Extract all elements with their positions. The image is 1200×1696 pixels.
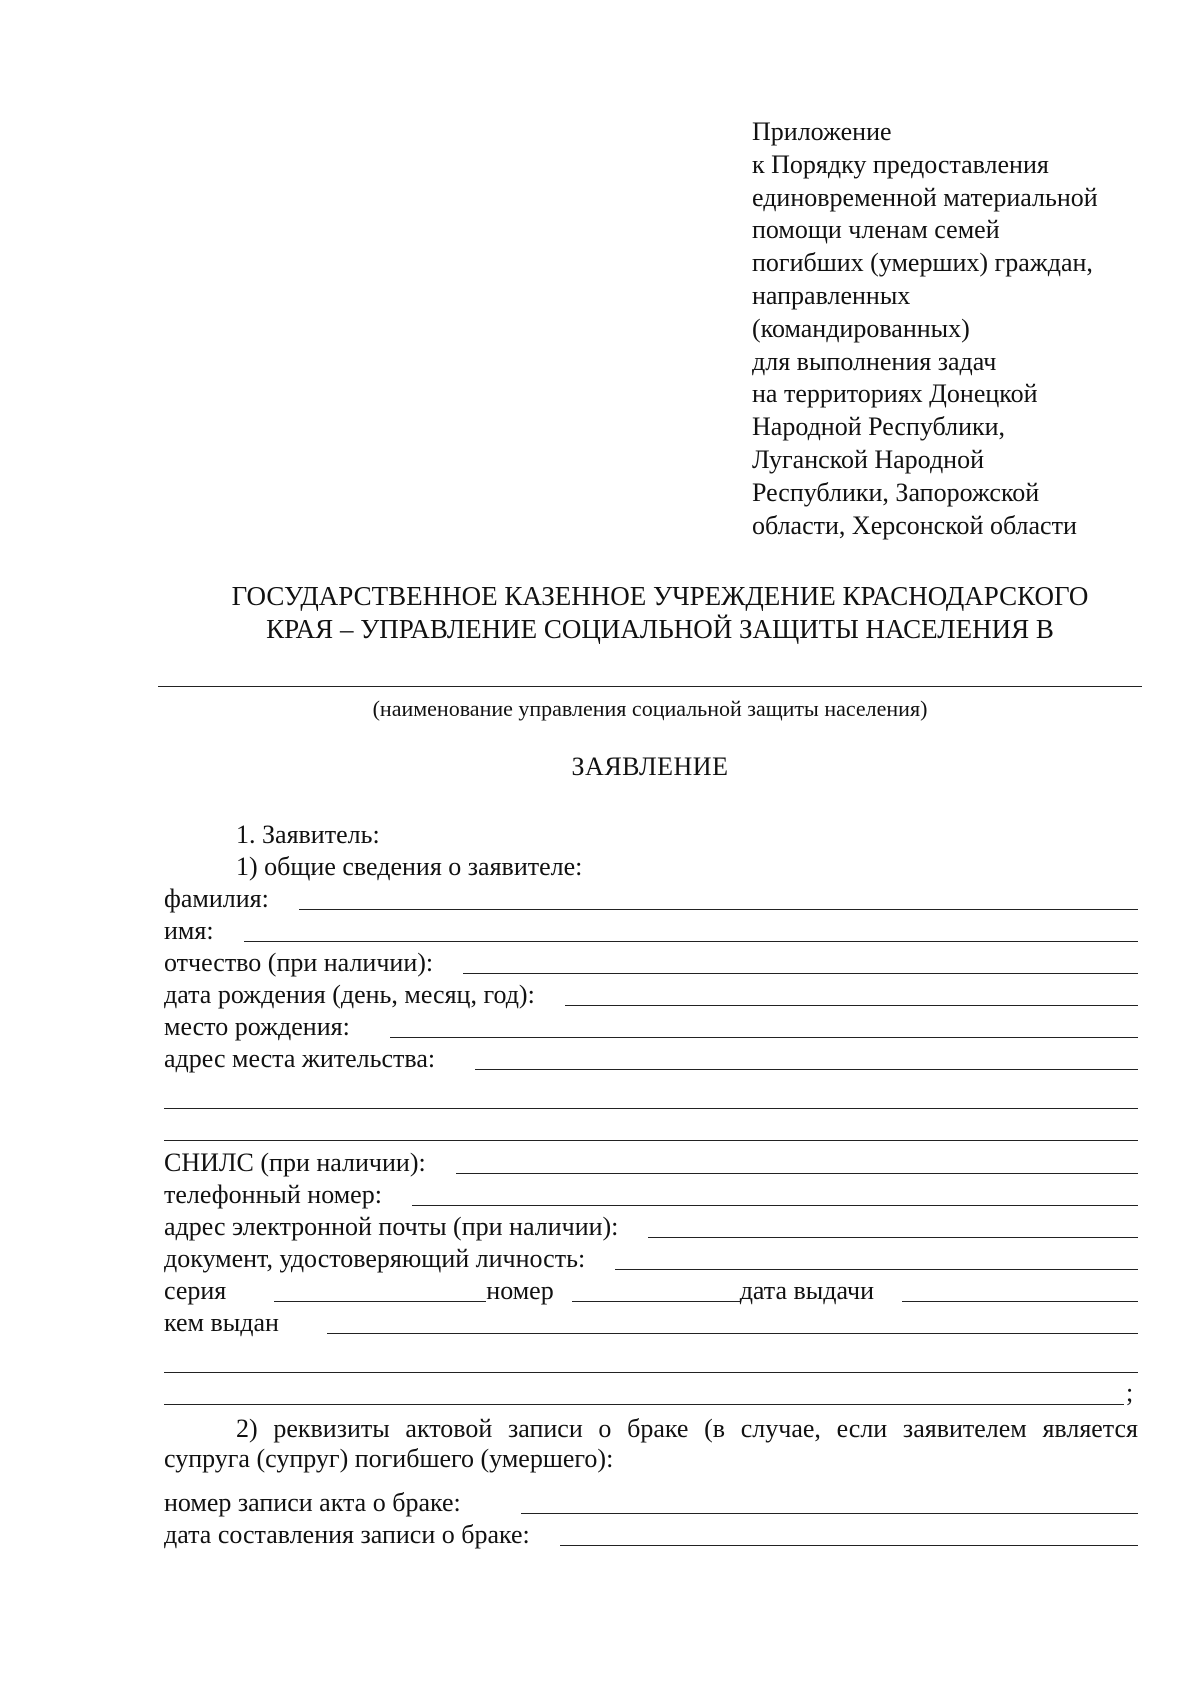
section-general-info-heading: 1) общие сведения о заявителе: xyxy=(236,852,583,881)
marriage-record-date-label: дата составления записи о браке: xyxy=(164,1520,530,1549)
snils-row xyxy=(164,1146,1138,1178)
appendix-line: Луганской Народной xyxy=(752,444,984,474)
issued-by-row xyxy=(164,1306,1138,1338)
address-field-line-2[interactable] xyxy=(164,1108,1138,1109)
surname-label: фамилия: xyxy=(164,884,269,913)
appendix-line: Республики, Запорожской xyxy=(752,477,1040,507)
organization-name-caption: (наименование управления социальной защиты населения) xyxy=(372,696,928,721)
birth-place-field[interactable] xyxy=(390,1011,1138,1038)
address-field-line-3[interactable] xyxy=(164,1140,1138,1141)
patronymic-row xyxy=(164,946,1138,978)
birth-place-label: место рождения: xyxy=(164,1012,350,1041)
series-field[interactable] xyxy=(274,1275,486,1302)
phone-label: телефонный номер: xyxy=(164,1180,382,1209)
issued-by-field-line-2[interactable] xyxy=(164,1372,1138,1373)
number-label: номер xyxy=(486,1276,554,1305)
organization-name-field[interactable] xyxy=(158,686,1142,687)
organization-header xyxy=(0,580,1200,646)
appendix-line: на территориях Донецкой xyxy=(752,379,1038,409)
name-row xyxy=(164,914,1138,946)
appendix-line: погибших (умерших) граждан, xyxy=(752,248,1093,278)
appendix-line: помощи членам семей xyxy=(752,215,1000,245)
name-field[interactable] xyxy=(244,915,1138,942)
appendix-line: (командированных) xyxy=(752,313,970,343)
id-document-field[interactable] xyxy=(615,1243,1138,1270)
marriage-record-number-field[interactable] xyxy=(521,1487,1138,1514)
series-label: серия xyxy=(164,1276,227,1305)
issued-by-field[interactable] xyxy=(327,1307,1138,1334)
issue-date-field[interactable] xyxy=(902,1275,1138,1302)
appendix-note xyxy=(752,116,1098,542)
address-row xyxy=(164,1042,1138,1074)
appendix-line: для выполнения задач xyxy=(752,346,997,376)
issued-by-label: кем выдан xyxy=(164,1308,279,1337)
marriage-record-date-field[interactable] xyxy=(560,1519,1138,1546)
section-applicant-heading: 1. Заявитель: xyxy=(236,820,380,849)
document-title: ЗАЯВЛЕНИЕ xyxy=(571,752,729,781)
patronymic-field[interactable] xyxy=(463,947,1138,974)
surname-row xyxy=(164,882,1138,914)
surname-field[interactable] xyxy=(299,883,1138,910)
passport-row xyxy=(164,1274,1138,1306)
address-field[interactable] xyxy=(475,1043,1138,1070)
appendix-line: единовременной материальной xyxy=(752,182,1098,212)
id-document-label: документ, удостоверяющий личность: xyxy=(164,1244,586,1273)
issue-date-label: дата выдачи xyxy=(739,1276,874,1305)
snils-label: СНИЛС (при наличии): xyxy=(164,1148,426,1177)
patronymic-label: отчество (при наличии): xyxy=(164,948,434,977)
marriage-record-heading: 2) реквизиты актовой записи о браке (в случае, если заявителем является супруга (супруг) погибшего (умершего): xyxy=(164,1414,1138,1473)
id-document-row xyxy=(164,1242,1138,1274)
birth-date-row xyxy=(164,978,1138,1010)
birth-place-row xyxy=(164,1010,1138,1042)
organization-line-1: ГОСУДАРСТВЕННОЕ КАЗЕННОЕ УЧРЕЖДЕНИЕ КРАСНОДАРСКОГО xyxy=(231,581,1089,611)
phone-row xyxy=(164,1178,1138,1210)
appendix-line: области, Херсонской области xyxy=(752,510,1077,540)
appendix-line: к Порядку предоставления xyxy=(752,149,1049,179)
appendix-line: Народной Республики, xyxy=(752,412,1006,442)
appendix-line: Приложение xyxy=(752,117,892,146)
line-end-semicolon: ; xyxy=(1126,1378,1134,1407)
phone-field[interactable] xyxy=(412,1179,1138,1206)
birth-date-label: дата рождения (день, месяц, год): xyxy=(164,980,535,1009)
email-label: адрес электронной почты (при наличии): xyxy=(164,1212,619,1241)
marriage-record-date-row xyxy=(164,1518,1138,1550)
issued-by-field-line-3[interactable] xyxy=(164,1404,1124,1405)
address-label: адрес места жительства: xyxy=(164,1044,436,1073)
name-label: имя: xyxy=(164,916,214,945)
snils-field[interactable] xyxy=(456,1147,1138,1174)
marriage-record-number-label: номер записи акта о браке: xyxy=(164,1488,461,1517)
email-row xyxy=(164,1210,1138,1242)
number-field[interactable] xyxy=(572,1275,740,1302)
marriage-record-number-row xyxy=(164,1486,1138,1518)
birth-date-field[interactable] xyxy=(565,979,1138,1006)
organization-line-2: КРАЯ – УПРАВЛЕНИЕ СОЦИАЛЬНОЙ ЗАЩИТЫ НАСЕЛЕНИЯ В xyxy=(266,614,1054,644)
appendix-line: направленных xyxy=(752,280,911,310)
email-field[interactable] xyxy=(648,1211,1138,1238)
